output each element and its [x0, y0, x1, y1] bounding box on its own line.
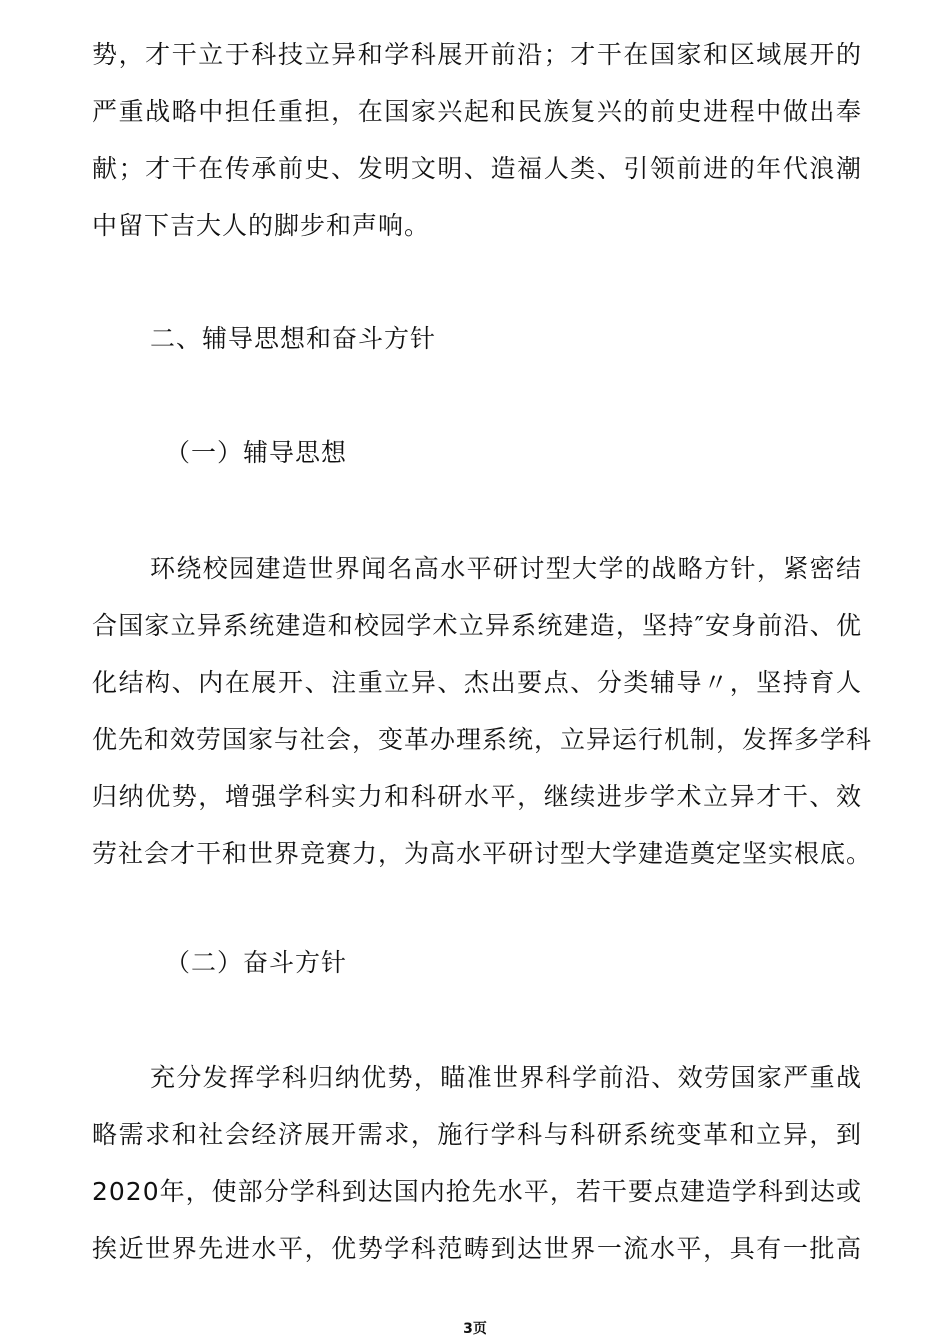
text-line: 中留下吉大人的脚步和声响。	[92, 211, 431, 240]
paragraph-continuation	[92, 26, 862, 254]
text-line: 势，才干立于科技立异和学科展开前沿；才干在国家和区域展开的	[92, 40, 862, 69]
text-line: 充分发挥学科归纳优势，瞄准世界科学前沿、效劳国家严重战	[150, 1063, 862, 1092]
text-line: 献；才干在传承前史、发明文明、造福人类、引领前进的年代浪潮	[92, 154, 862, 183]
page-number: 3页	[463, 1321, 487, 1337]
text-line: 略需求和社会经济展开需求，施行学科与科研系统变革和立异，到	[92, 1120, 862, 1149]
text-line: 劳社会才干和世界竞赛力，为高水平研讨型大学建造奠定坚实根底。	[92, 839, 873, 868]
text-line: 2020年，使部分学科到达国内抢先水平，若干要点建造学科到达或	[92, 1177, 862, 1206]
text-line: 化结构、内在展开、注重立异、杰出要点、分类辅导〃，坚持育人	[92, 668, 862, 697]
text-line: 合国家立异系统建造和校园学术立异系统建造，坚持″安身前沿、优	[92, 611, 862, 640]
text-line: 严重战略中担任重担，在国家兴起和民族复兴的前史进程中做出奉	[92, 97, 862, 126]
text-line: 挨近世界先进水平，优势学科范畴到达世界一流水平，具有一批高	[92, 1234, 862, 1263]
subsection-heading-goals: （二）奋斗方针	[165, 948, 348, 977]
text-line: 优先和效劳国家与社会，变革办理系统，立异运行机制，发挥多学科	[92, 725, 873, 754]
text-line: 归纳优势，增强学科实力和科研水平，继续进步学术立异才干、效	[92, 782, 862, 811]
subsection-heading-guiding-ideology: （一）辅导思想	[165, 438, 348, 467]
text-line: 环绕校园建造世界闻名高水平研讨型大学的战略方针，紧密结	[150, 554, 862, 583]
paragraph-goals	[92, 1049, 862, 1277]
section-heading: 二、辅导思想和奋斗方针	[150, 324, 437, 353]
paragraph-guiding-ideology	[92, 540, 873, 882]
